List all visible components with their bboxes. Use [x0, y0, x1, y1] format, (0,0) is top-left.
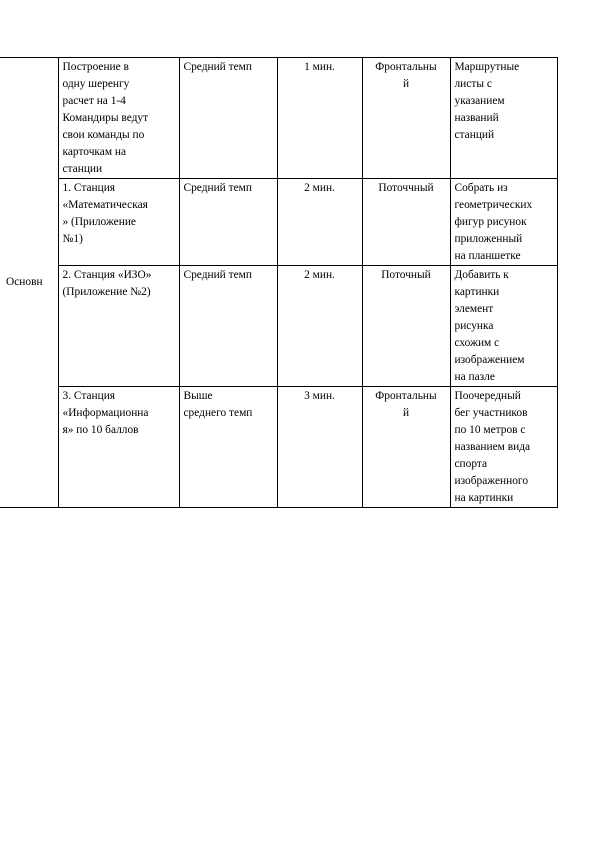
notes-line: на картинки [454, 492, 514, 504]
method-line: Фронтальны [375, 390, 437, 402]
stage-cell [0, 58, 58, 508]
content-line: 1. Станция [62, 182, 116, 194]
lesson-plan-table [0, 57, 558, 508]
notes-line: изображением [454, 354, 525, 366]
notes-line: указанием [454, 95, 505, 107]
content-line: Командиры ведут [62, 112, 149, 124]
notes-line: станций [454, 129, 495, 141]
notes-line: спорта [454, 458, 488, 470]
content-line: Построение в [62, 61, 129, 73]
notes-cell [450, 58, 557, 179]
table-row [0, 266, 557, 387]
tempo-cell [179, 179, 277, 266]
notes-line: Добавить к [454, 269, 509, 281]
notes-line: Поочередный [454, 390, 521, 402]
method-cell [362, 266, 450, 387]
notes-line: названием вида [454, 441, 531, 453]
content-line: » (Приложение [62, 216, 136, 228]
notes-line: на пазле [454, 371, 495, 383]
tempo-cell [179, 387, 277, 508]
duration-cell [277, 179, 362, 266]
content-line: станции [62, 163, 103, 175]
content-cell [58, 266, 179, 387]
content-line: одну шеренгу [62, 78, 130, 90]
tempo-cell [179, 58, 277, 179]
method-cell [362, 179, 450, 266]
tempo-line: Средний темп [183, 269, 252, 281]
duration-line: 1 мин. [304, 61, 335, 73]
notes-line: рисунка [454, 320, 494, 332]
notes-line: по 10 метров с [454, 424, 526, 436]
notes-line: приложенный [454, 233, 523, 245]
notes-line: элемент [454, 303, 494, 315]
method-line: Поточчный [378, 182, 434, 194]
content-cell [58, 179, 179, 266]
content-line: (Приложение №2) [62, 286, 151, 298]
stage-label: Основн [6, 276, 43, 288]
table-row [0, 179, 557, 266]
notes-line: фигур рисунок [454, 216, 527, 228]
method-line: Поточный [381, 269, 431, 281]
content-line: свои команды по [62, 129, 145, 141]
notes-line: бег участников [454, 407, 528, 419]
notes-line: на планшетке [454, 250, 521, 262]
duration-line: 3 мин. [304, 390, 335, 402]
duration-line: 2 мин. [304, 182, 335, 194]
notes-line: названий [454, 112, 499, 124]
method-line: й [402, 407, 410, 419]
tempo-line: среднего темп [183, 407, 253, 419]
content-line: карточкам на [62, 146, 127, 158]
notes-line: схожим с [454, 337, 500, 349]
content-cell [58, 387, 179, 508]
content-line: 3. Станция [62, 390, 116, 402]
notes-line: листы с [454, 78, 492, 90]
table-row [0, 387, 557, 508]
duration-cell [277, 387, 362, 508]
notes-line: картинки [454, 286, 500, 298]
tempo-line: Средний темп [183, 61, 252, 73]
tempo-cell [179, 266, 277, 387]
content-line: №1) [62, 233, 83, 245]
duration-cell [277, 266, 362, 387]
content-line: «Математическая [62, 199, 148, 211]
content-line: «Информационна [62, 407, 149, 419]
method-line: Фронтальны [375, 61, 437, 73]
tempo-line: Средний темп [183, 182, 252, 194]
notes-cell [450, 266, 557, 387]
method-line: й [402, 78, 410, 90]
notes-line: Собрать из [454, 182, 508, 194]
tempo-line: Выше [183, 390, 213, 402]
table-row [0, 58, 557, 179]
duration-cell [277, 58, 362, 179]
notes-cell [450, 179, 557, 266]
content-line: расчет на 1-4 [62, 95, 126, 107]
notes-line: Маршрутные [454, 61, 520, 73]
notes-line: изображенного [454, 475, 529, 487]
content-line: я» по 10 баллов [62, 424, 139, 436]
content-line: 2. Станция «ИЗО» [62, 269, 152, 281]
content-cell [58, 58, 179, 179]
duration-line: 2 мин. [304, 269, 335, 281]
method-cell [362, 58, 450, 179]
notes-cell [450, 387, 557, 508]
method-cell [362, 387, 450, 508]
notes-line: геометрических [454, 199, 533, 211]
